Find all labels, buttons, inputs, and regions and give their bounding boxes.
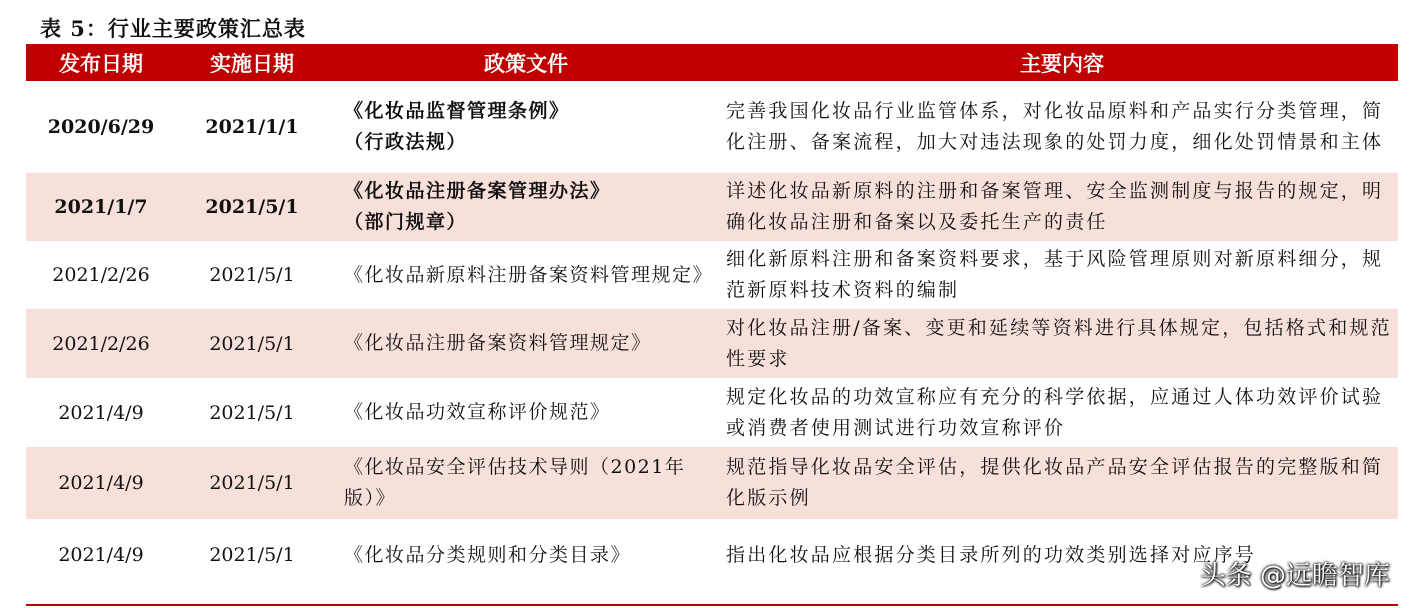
publish-date: 2021/4/9	[58, 544, 144, 566]
policy-document: 《化妆品监督管理条例》 （行政法规）	[344, 100, 570, 153]
watermark: 头条 @远瞻智库	[1199, 561, 1390, 591]
publish-date: 2021/2/26	[52, 332, 150, 355]
table-row	[26, 81, 1398, 173]
table-row	[26, 241, 1398, 309]
policy-document: 《化妆品功效宣称评价规范》	[344, 401, 611, 423]
effective-date: 2021/5/1	[209, 401, 295, 424]
publish-date: 2021/1/7	[54, 196, 148, 218]
policy-content: 指出化妆品应根据分类目录所列的功效类别选择对应序号	[726, 543, 1257, 566]
header-policy-document: 政策文件	[484, 51, 568, 76]
publish-date: 2021/4/9	[58, 401, 144, 424]
bottom-rule	[26, 604, 1398, 606]
policy-content: 细化新原料注册和备案资料要求，基于风险管理原则对新原料细分，规范新原料技术资料的编制	[726, 248, 1384, 301]
publish-date: 2021/2/26	[52, 264, 150, 286]
policy-content: 详述化妆品新原料的注册和备案管理、安全监测制度与报告的规定，明确化妆品注册和备案以及委托生产的责任	[726, 180, 1384, 233]
effective-date: 2021/5/1	[205, 196, 299, 218]
table-row	[26, 378, 1398, 447]
table-row	[26, 447, 1398, 519]
table-title: 表 5：行业主要政策汇总表	[40, 16, 306, 41]
publish-date: 2021/4/9	[58, 472, 144, 494]
policy-content: 完善我国化妆品行业监管体系，对化妆品原料和产品实行分类管理，简化注册、备案流程，加大对违法现象的处罚力度，细化处罚情景和主体	[726, 100, 1384, 153]
policy-content: 规定化妆品的功效宣称应有充分的科学依据，应通过人体功效评价试验或消费者使用测试进行功效宣称评价	[726, 385, 1384, 439]
header-main-content: 主要内容	[1020, 51, 1104, 76]
policy-content: 对化妆品注册/备案、变更和延续等资料进行具体规定，包括格式和规范性要求	[726, 316, 1392, 370]
policy-content: 规范指导化妆品安全评估，提供化妆品产品安全评估报告的完整版和简化版示例	[726, 456, 1384, 509]
publish-date: 2020/6/29	[47, 116, 155, 138]
table-row	[26, 519, 1398, 591]
header-effective-date: 实施日期	[210, 51, 294, 76]
header-publish-date: 发布日期	[59, 51, 143, 76]
policy-document: 《化妆品注册备案管理办法》 （部门规章）	[344, 180, 611, 233]
effective-date: 2021/5/1	[209, 264, 295, 286]
effective-date: 2021/5/1	[209, 544, 295, 566]
table-header	[26, 46, 1398, 81]
policy-document: 《化妆品注册备案资料管理规定》	[344, 332, 652, 354]
table-row	[26, 173, 1398, 241]
effective-date: 2021/1/1	[205, 116, 299, 138]
policy-document: 《化妆品安全评估技术导则（2021年版）》	[344, 456, 686, 509]
effective-date: 2021/5/1	[209, 472, 295, 494]
policy-document: 《化妆品分类规则和分类目录》	[344, 543, 632, 566]
effective-date: 2021/5/1	[209, 332, 295, 355]
policy-document: 《化妆品新原料注册备案资料管理规定》	[344, 263, 714, 286]
table-row	[26, 309, 1398, 378]
